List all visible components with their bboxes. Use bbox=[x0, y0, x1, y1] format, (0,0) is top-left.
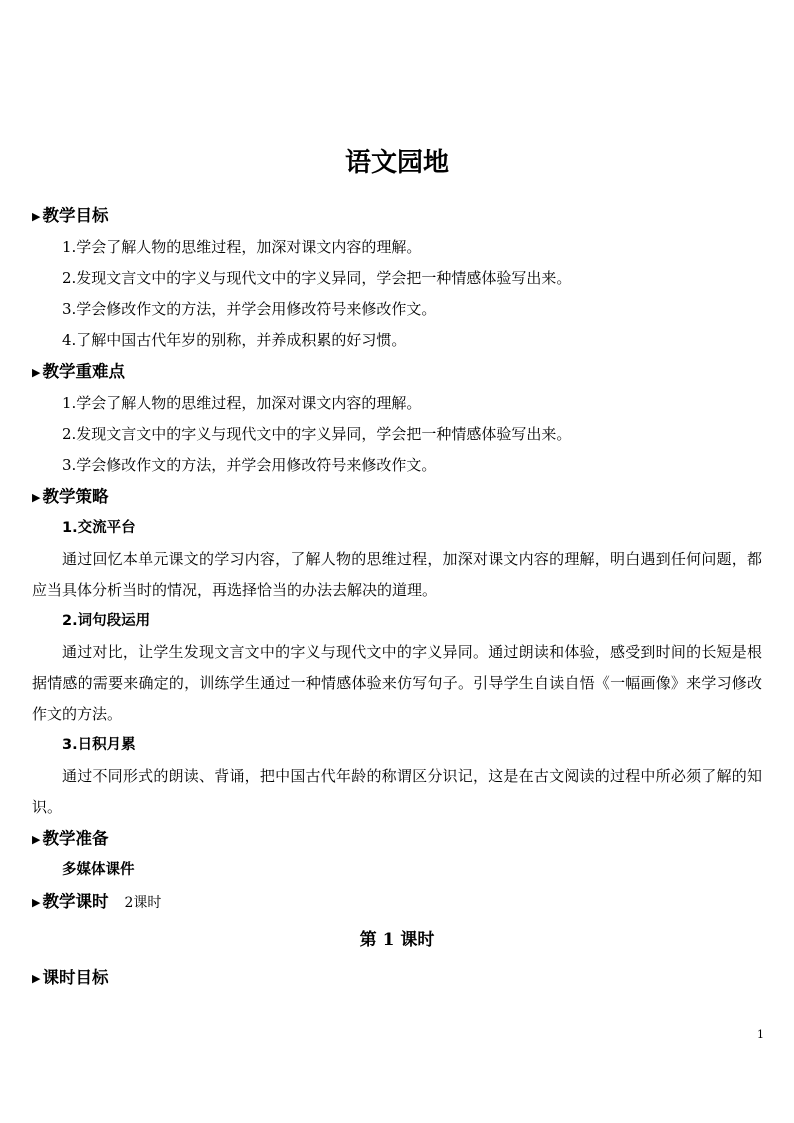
strategy-paragraph: 通过对比，让学生发现文言文中的字义与现代文中的字义异同。通过朗读和体验，感受到时间的长短是根据情感的需要来确定的，训练学生通过一种情感体验来仿写句子。引导学生自读自悟《一幅画像》来学习修改作文的方法。 bbox=[32, 643, 762, 723]
triangle-bullet-icon: ▶ bbox=[32, 210, 41, 223]
triangle-bullet-icon: ▶ bbox=[32, 491, 41, 504]
strategy-subheading: 1.交流平台 bbox=[62, 520, 136, 536]
strategy-paragraph: 通过不同形式的朗读、背诵，把中国古代年龄的称谓区分识记，这是在古文阅读的过程中所必须了解的知识。 bbox=[32, 767, 762, 816]
strategy-subheading: 2.词句段运用 bbox=[62, 613, 151, 629]
strategy-paragraph: 通过回忆本单元课文的学习内容，了解人物的思维过程，加深对课文内容的理解，明白遇到任何问题，都应当具体分析当时的情况，再选择恰当的办法去解决的道理。 bbox=[32, 550, 762, 599]
key-point-item: 1.学会了解人物的思维过程，加深对课文内容的理解。 bbox=[62, 394, 422, 412]
triangle-bullet-icon: ▶ bbox=[32, 896, 41, 909]
page-title: 语文园地 bbox=[344, 148, 449, 178]
key-point-item: 2.发现文言文中的字义与现代文中的字义异同，学会把一种情感体验写出来。 bbox=[62, 425, 572, 443]
document-body bbox=[32, 200, 762, 994]
goal-item: 4.了解中国古代年岁的别称，并养成积累的好习惯。 bbox=[62, 331, 407, 349]
key-point-item: 3.学会修改作文的方法，并学会用修改符号来修改作文。 bbox=[62, 456, 437, 474]
section-heading-strategy: ▶ 教学策略 bbox=[32, 487, 109, 506]
page-number: 1 bbox=[757, 1028, 764, 1041]
triangle-bullet-icon: ▶ bbox=[32, 972, 41, 985]
section-heading-lesson-goals: ▶ 课时目标 bbox=[32, 968, 109, 987]
goal-item: 2.发现文言文中的字义与现代文中的字义异同，学会把一种情感体验写出来。 bbox=[62, 269, 572, 287]
goal-item: 1.学会了解人物的思维过程，加深对课文内容的理解。 bbox=[62, 238, 422, 256]
lesson-title: 第 1 课时 bbox=[359, 930, 435, 950]
triangle-bullet-icon: ▶ bbox=[32, 833, 41, 846]
hours-value: 2课时 bbox=[124, 895, 162, 911]
section-heading-prep: ▶ 教学准备 bbox=[32, 829, 109, 848]
strategy-subheading: 3.日积月累 bbox=[62, 737, 136, 753]
section-heading-key-points: ▶ 教学重难点 bbox=[32, 362, 125, 381]
section-heading-goals: ▶ 教学目标 bbox=[32, 206, 109, 225]
goal-item: 3.学会修改作文的方法，并学会用修改符号来修改作文。 bbox=[62, 300, 437, 318]
section-heading-hours: ▶ 教学课时 2课时 bbox=[32, 892, 162, 911]
triangle-bullet-icon: ▶ bbox=[32, 366, 41, 379]
prep-text: 多媒体课件 bbox=[62, 862, 135, 878]
